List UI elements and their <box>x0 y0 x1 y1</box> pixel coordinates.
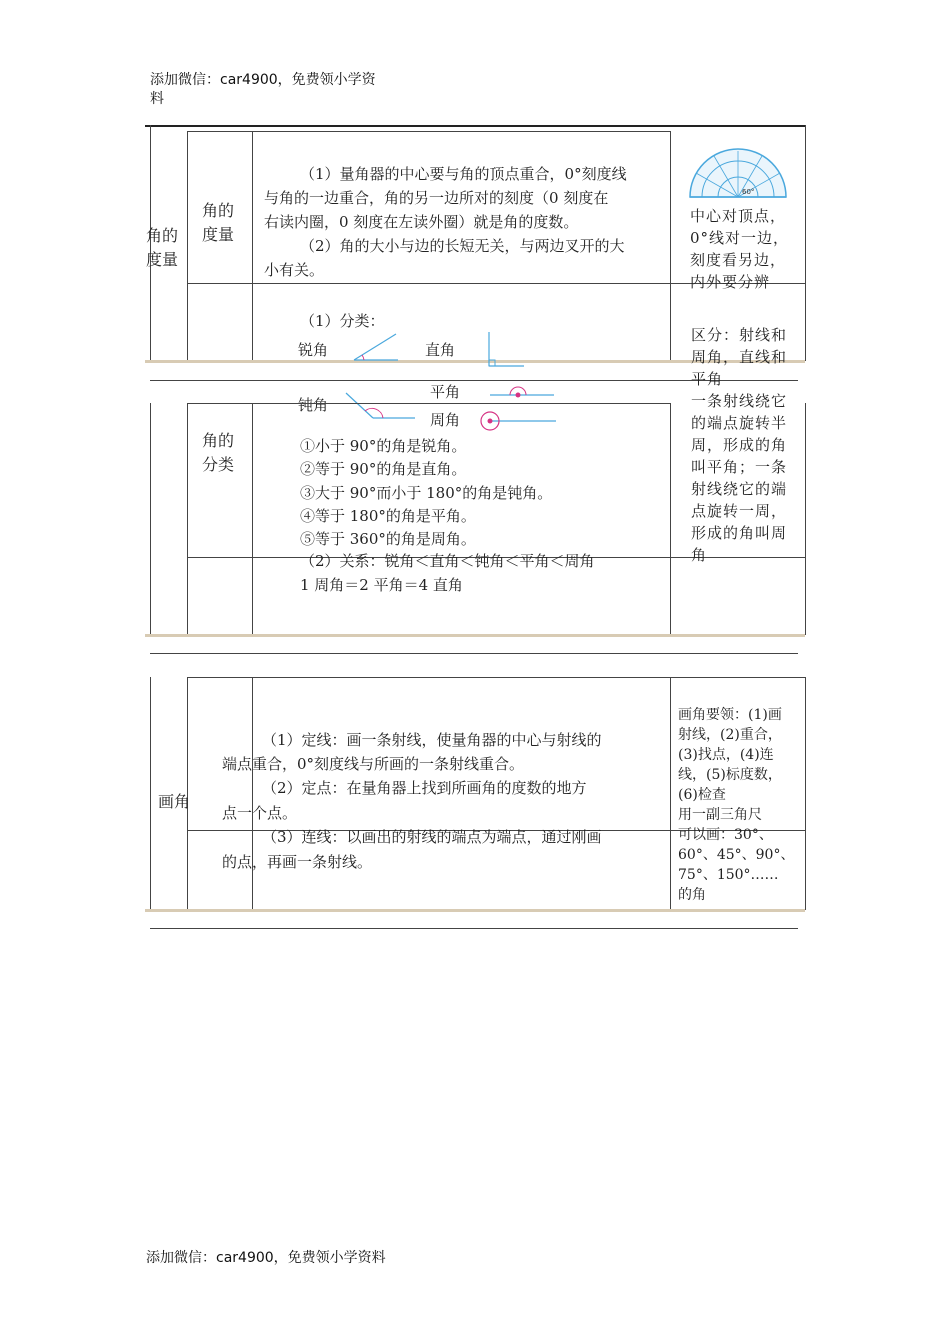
sub-measure: 角的 度量 <box>202 201 235 244</box>
header-line-1: 添加微信：car4900，免费领小学资 <box>150 72 376 88</box>
sub-classify: 角的 分类 <box>202 431 235 474</box>
obtuse-angle-figure <box>343 390 418 425</box>
label-obtuse: 钝角 <box>298 396 329 414</box>
label-full: 周角 <box>430 411 461 429</box>
label-straight: 平角 <box>430 383 461 401</box>
full-angle-figure <box>478 408 558 434</box>
protractor-icon <box>688 147 788 199</box>
category-measure: 角的 度量 <box>146 226 179 269</box>
classify-title: （1）分类： <box>300 312 385 330</box>
footer-text: 添加微信：car4900，免费领小学资料 <box>146 1250 386 1266</box>
label-acute: 锐角 <box>298 341 329 359</box>
header-line-2: 料 <box>150 91 164 107</box>
draw-note: 画角要领：(1)画 射线，(2)重合， (3)找点，(4)连 线，(5)标度数， (6)检查 用一副三角尺 可以画：30°、 60°、45°、90°、 75°、150°…… 的角 <box>678 707 795 903</box>
classify-note: 区分：射线和 周角，直线和 平角 一条射线绕它 的端点旋转半 周，形成的角 叫平角；一条 射线绕它的端 点旋转一周， 形成的角叫周 角 <box>691 326 788 564</box>
right-angle-figure <box>486 330 526 370</box>
measure-note: 中心对顶点， 0°线对一边， 刻度看另边， 内外要分辨 <box>690 207 790 291</box>
protractor-label: 60° <box>742 188 755 196</box>
straight-angle-figure <box>490 383 556 405</box>
label-right: 直角 <box>425 341 456 359</box>
category-draw: 画角 <box>158 792 191 811</box>
acute-angle-figure <box>350 330 400 365</box>
